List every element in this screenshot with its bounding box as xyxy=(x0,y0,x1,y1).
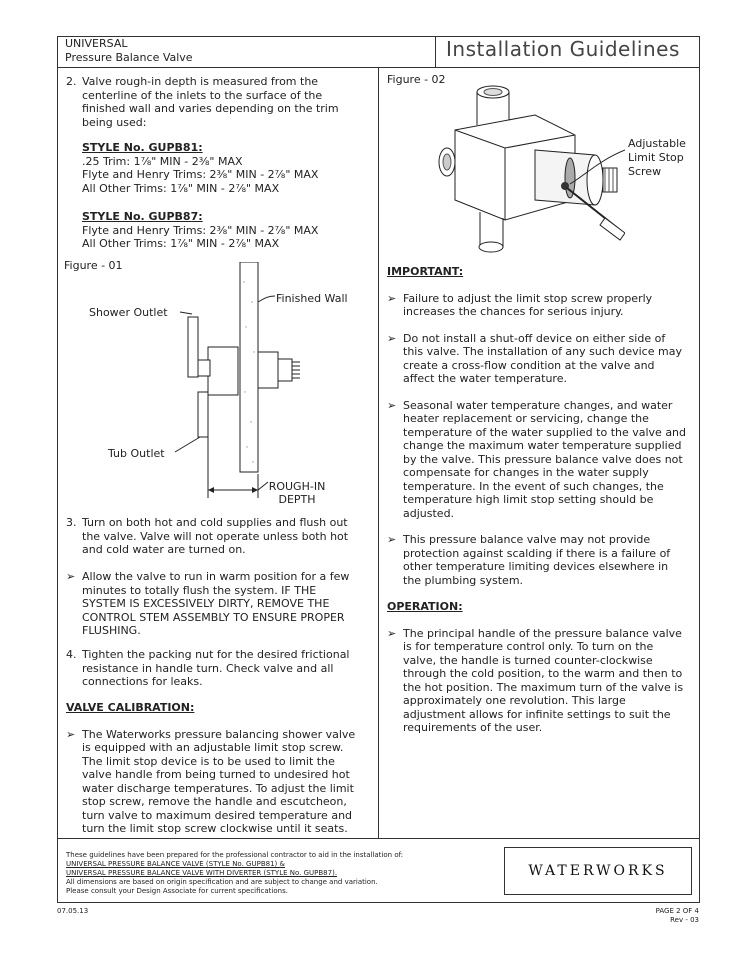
shower-pipe xyxy=(188,317,198,377)
bullet-arrow-icon: ➢ xyxy=(387,626,397,640)
tub-pipe xyxy=(198,392,208,437)
bullet-arrow-icon: ➢ xyxy=(387,398,397,412)
page-info xyxy=(640,907,699,925)
bullet-arrow-icon: ➢ xyxy=(387,533,397,546)
logo-box xyxy=(504,847,692,895)
page-number: PAGE 2 OF 4 xyxy=(655,907,699,915)
page-header xyxy=(57,36,700,68)
figure-01-caption: Figure - 01 xyxy=(64,259,123,272)
header-divider xyxy=(435,36,436,68)
finished-wall xyxy=(240,262,258,472)
bullet-arrow-icon: ➢ xyxy=(387,331,397,345)
important-section: IMPORTANT: ➢ Failure to adjust the limit stop screw properly increases the chances for serious injury. ➢ Do not install a shut-off device on either side of this valve. The installation of any such device may create a cross-flow condition at the valve and affect the water temperature. ➢ Seasonal water temperature changes, and water heater replacement or servicing, change the temperature of the water supplied to the valve and change the maximum water temperature supplied by the valve. This pressure balance valve does not compensate for changes in the water supply temperature. In the event of such changes, the temperature high limit stop setting should be adjusted. ➢ This pressure balance valve may not provide protection against scalding if there is a failure of other temperature limiting devices elsewhere in the plumbing system. xyxy=(387,265,695,587)
product-line: Pressure Balance Valve xyxy=(65,51,193,64)
step-3: 3. Turn on both hot and cold supplies and flush out the valve. Valve will not operate unless both hot and cold water are turned on. xyxy=(66,516,349,556)
page-title: Installation Guidelines xyxy=(446,37,680,61)
footer-disclaimer: These guidelines have been prepared for the professional contractor to aid in the installation of: UNIVERSAL PRESSURE BALANCE VALVE (STYLE No. GUPB81) & UNIVERSAL PRESSURE BALANCE VALVE WITH DIVERTER (STYLE No. GUPB87). All dimensions are based on origin specification and are subject to change and variation. Please consult your Design Associate for current specifications. xyxy=(66,851,404,895)
document-date: 07.05.13 xyxy=(57,907,89,915)
header-product xyxy=(65,37,193,65)
flush-note: ➢ Allow the valve to run in warm position for a few minutes to totally flush the system. IF THE SYSTEM IS EXCESSIVELY DIRTY, REMOVE THE CONTROL STEM ASSEMBLY TO ENSURE PROPER FLUSHING. xyxy=(66,570,350,637)
revision: Rev - 03 xyxy=(670,916,699,924)
waterworks-logo: WATERWORKS xyxy=(528,863,668,879)
bullet-arrow-icon: ➢ xyxy=(66,570,76,583)
style-gupb87-heading: STYLE No. GUPB87: xyxy=(82,210,203,223)
adjustable-limit-stop-screw-label: Adjustable Limit Stop Screw xyxy=(628,137,686,178)
style-gupb87: STYLE No. GUPB87: Flyte and Henry Trims: 2⅜" MIN - 2⅞" MAX All Other Trims: 1⅞" MIN - 2⅞" MAX xyxy=(82,210,372,251)
step-2: 2. Valve rough-in depth is measured from the centerline of the inlets to the surface of the finished wall and varies depending on the trim being used: xyxy=(66,75,339,129)
footer-divider xyxy=(57,838,700,839)
valve-calibration-heading: VALVE CALIBRATION: xyxy=(66,701,195,714)
important-heading: IMPORTANT: xyxy=(387,265,464,278)
step-4: 4. Tighten the packing nut for the desired frictional resistance in handle turn. Check valve and all connections for leaks. xyxy=(66,648,350,688)
operation-heading: OPERATION: xyxy=(387,600,463,613)
figure-02-caption: Figure - 02 xyxy=(387,73,446,86)
finished-wall-label: Finished Wall xyxy=(276,292,348,305)
bullet-arrow-icon: ➢ xyxy=(66,727,76,741)
valve-body xyxy=(208,347,238,395)
rough-in-depth-label: ROUGH-IN DEPTH xyxy=(268,480,326,506)
tub-outlet-label: Tub Outlet xyxy=(108,447,165,460)
bullet-arrow-icon: ➢ xyxy=(387,291,397,305)
brand-line: UNIVERSAL xyxy=(65,37,128,50)
figure-02-diagram xyxy=(425,80,625,270)
style-gupb81-heading: STYLE No. GUPB81: xyxy=(82,141,203,154)
valve-calibration-section: VALVE CALIBRATION: ➢ The Waterworks pressure balancing shower valve is equipped with an adjustable limit stop screw. The limit stop device is to be used to limit the valve handle from being turned to undesired hot water discharge temperatures. To adjust the limit stop screw, remove the handle and escutcheon, turn valve to maximum desired temperature and turn the limit stop screw clockwise until it seats. xyxy=(66,701,372,836)
style-gupb81: STYLE No. GUPB81: .25 Trim: 1⅞" MIN - 2⅜" MAX Flyte and Henry Trims: 2⅜" MIN - 2⅞" MAX All Other Trims: 1⅞" MIN - 2⅞" MAX xyxy=(82,141,372,195)
operation-section: OPERATION: ➢ The principal handle of the pressure balance valve is for temperature control only. To turn on the valve, the handle is turned counter-clockwise through the cold position, to the warm and then to the hot position. The maximum turn of the valve is approximately one revolution. This large adjustment allows for infinite settings to suit the requirements of the user. xyxy=(387,600,695,735)
shower-outlet-label: Shower Outlet xyxy=(89,306,168,319)
column-divider xyxy=(378,68,379,838)
